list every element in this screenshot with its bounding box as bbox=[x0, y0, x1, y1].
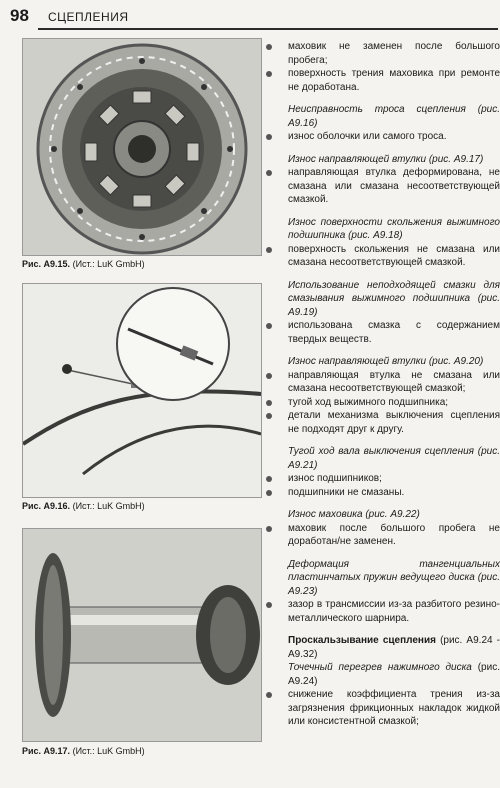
text-block bbox=[264, 558, 500, 626]
figure-guide-sleeve bbox=[22, 528, 262, 742]
clutch-cable-illustration bbox=[23, 284, 261, 497]
fault-heading: Износ направляющей втулки (рис. А9.20) bbox=[288, 356, 484, 367]
text-block bbox=[264, 103, 500, 144]
figure-label: Рис. А9.16. bbox=[22, 501, 71, 511]
page-header bbox=[8, 6, 498, 30]
text-block bbox=[264, 153, 500, 207]
clutch-disc-illustration bbox=[23, 39, 261, 255]
figure-clutch-disc bbox=[22, 38, 262, 256]
fault-heading: Износ маховика (рис. А9.22) bbox=[288, 509, 420, 520]
figure-label: Рис. А9.15. bbox=[22, 259, 71, 269]
section-heading bbox=[264, 634, 500, 661]
fault-heading-title: Точечный перегрев нажимного диска bbox=[288, 662, 472, 673]
text-column bbox=[264, 40, 500, 738]
figure-source: (Ист.: LuK GmbH) bbox=[72, 746, 145, 756]
figure-clutch-cable bbox=[22, 283, 262, 498]
guide-sleeve-illustration bbox=[23, 529, 261, 741]
fault-heading: Тугой ход вала выключения сцепления (рис. А9.21) bbox=[288, 446, 500, 471]
header-rule bbox=[38, 28, 498, 30]
fault-heading: Деформация тангенциальных пластинчатых пружин ведущего диска (рис. А9.23) bbox=[288, 558, 500, 597]
bullet-item: снижение коэффициента трения из-за загрязнения фрикционных накладок жидкой или консистентной смазкой; bbox=[264, 688, 500, 729]
text-block bbox=[264, 445, 500, 499]
section-heading-ref: (рис. А9.24 - А9.32) bbox=[288, 635, 500, 660]
fault-heading: Износ направляющей втулки (рис. А9.17) bbox=[288, 153, 484, 165]
bullet-item: тугой ход выжимного подшипника; bbox=[264, 396, 500, 410]
text-block bbox=[264, 279, 500, 347]
text-block bbox=[264, 355, 500, 436]
figure-source: (Ист.: LuK GmbH) bbox=[72, 259, 145, 269]
bullet-item: износ подшипников; bbox=[264, 472, 500, 486]
fault-heading: Использование неподходящей смазки для смазывания выжимного подшипника (рис. А9.19) bbox=[288, 279, 500, 318]
bullet-item: направляющая втулка деформирована, не смазана или смазана несоответствующей смазкой. bbox=[264, 166, 500, 207]
text-block bbox=[264, 40, 500, 94]
fault-heading bbox=[264, 661, 500, 688]
bullet-item: зазор в трансмиссии из-за разбитого резино-металлического шарнира. bbox=[264, 598, 500, 625]
figure-caption bbox=[22, 746, 145, 756]
bullet-item: маховик не заменен после большого пробега; bbox=[264, 40, 500, 67]
text-block bbox=[264, 508, 500, 549]
bullet-item: маховик после большого пробега не доработан/не заменен. bbox=[264, 522, 500, 549]
page-number: 98 bbox=[10, 6, 29, 25]
figure-caption bbox=[22, 501, 145, 511]
fault-heading: Износ поверхности скольжения выжимного подшипника (рис. А9.18) bbox=[288, 216, 500, 241]
figure-caption bbox=[22, 259, 145, 269]
figure-label: Рис. А9.17. bbox=[22, 746, 71, 756]
bullet-item: направляющая втулка не смазана или смазана несоответствующей смазкой; bbox=[264, 369, 500, 396]
text-block bbox=[264, 634, 500, 729]
bullet-item: поверхность скольжения не смазана или смазана несоответствующей смазкой. bbox=[264, 243, 500, 270]
fault-heading-ref: (рис. А9.24) bbox=[288, 662, 500, 687]
text-block bbox=[264, 216, 500, 270]
fault-heading: Неисправность троса сцепления (рис. А9.16) bbox=[288, 104, 500, 129]
bullet-item: подшипники не смазаны. bbox=[264, 486, 500, 500]
bullet-item: использована смазка с содержанием твердых веществ. bbox=[264, 319, 500, 346]
bullet-item: износ оболочки или самого троса. bbox=[264, 130, 500, 144]
bullet-item: детали механизма выключения сцепления не подходят друг к другу. bbox=[264, 409, 500, 436]
section-title: СЦЕПЛЕНИЯ bbox=[48, 10, 129, 24]
bullet-item: поверхность трения маховика при ремонте не доработана. bbox=[264, 67, 500, 94]
figure-source: (Ист.: LuK GmbH) bbox=[72, 501, 145, 511]
section-heading-title: Проскальзывание сцепления bbox=[288, 635, 436, 646]
